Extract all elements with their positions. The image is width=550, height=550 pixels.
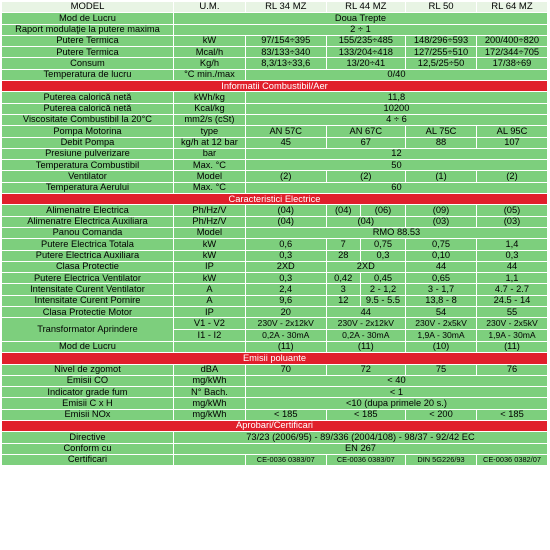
cell-rl64: 200/400÷820 — [476, 35, 547, 46]
cell-rl44-a: 3 — [326, 284, 360, 295]
cell-rl64: 55 — [476, 307, 547, 318]
row-unit: kW — [173, 273, 245, 284]
cell-rl44: 67 — [326, 137, 406, 148]
row-label: Ventilator — [2, 171, 174, 182]
cell-rl44: 44 — [326, 307, 406, 318]
cell-rl34: 0,3 — [245, 273, 326, 284]
table-row — [2, 284, 548, 295]
cell-rl64: (11) — [476, 341, 547, 352]
row-label: Clasa Protectie Motor — [2, 307, 174, 318]
cell-rl64: 44 — [476, 261, 547, 272]
table-row — [2, 103, 548, 114]
cell-rl44: 72 — [326, 364, 406, 375]
row-unit: Kcal/kg — [173, 103, 245, 114]
row-value: 50 — [245, 160, 547, 171]
cell-rl44-a: 28 — [326, 250, 360, 261]
header-rl34: RL 34 MZ — [245, 2, 326, 13]
cell-rl50: 12,5/25÷50 — [406, 58, 477, 69]
row-unit: Model — [173, 227, 245, 238]
cell-rl44: (2) — [326, 171, 406, 182]
row-unit: Max. °C — [173, 160, 245, 171]
row-label: Putere Electrica Totala — [2, 239, 174, 250]
cell-rl34: 0,3 — [245, 250, 326, 261]
cell-rl44-b: 0,3 — [360, 250, 405, 261]
row-unit: Mcal/h — [173, 47, 245, 58]
table-row — [2, 454, 548, 465]
cell-rl44-a: 7 — [326, 239, 360, 250]
row-value: 0/40 — [245, 69, 547, 80]
row-value: 2 ÷ 1 — [173, 24, 547, 35]
row-label: Presiune pulverizare — [2, 148, 174, 159]
cell-rl44: 13/20÷41 — [326, 58, 406, 69]
row-label: Putere Electrica Auxiliara — [2, 250, 174, 261]
row-unit: IP — [173, 307, 245, 318]
cell-rl44: 2XD — [326, 261, 406, 272]
row-unit: IP — [173, 261, 245, 272]
row-value: <10 (dupa primele 20 s.) — [245, 398, 547, 409]
row-unit: dBA — [173, 364, 245, 375]
row-label: Intensitate Curent Ventilator — [2, 284, 174, 295]
row-unit: kW — [173, 35, 245, 46]
section-title: Aprobari/Certificari — [2, 420, 548, 431]
section-header — [2, 420, 548, 431]
row-unit: kg/h at 12 bar — [173, 137, 245, 148]
row-label: Raport modulaţie la putere maxima — [2, 24, 174, 35]
row-value: 4 ÷ 6 — [245, 114, 547, 125]
cell-rl50: 44 — [406, 261, 477, 272]
table-row — [2, 114, 548, 125]
header-um: U.M. — [173, 2, 245, 13]
row-value: Doua Trepte — [173, 13, 547, 24]
row-label: Consum — [2, 58, 174, 69]
cell-rl64: 1,1 — [476, 273, 547, 284]
table-row — [2, 126, 548, 137]
section-title: Caracteristici Electrice — [2, 194, 548, 205]
cell-rl44-b: (06) — [360, 205, 405, 216]
table-row — [2, 341, 548, 352]
row-label: Intensitate Curent Pornire — [2, 295, 174, 306]
section-header — [2, 194, 548, 205]
table-row — [2, 307, 548, 318]
section-header — [2, 81, 548, 92]
cell-rl64: 24.5 - 14 — [476, 295, 547, 306]
cell-rl50: 0,10 — [406, 250, 477, 261]
row-unit: kWh/kg — [173, 92, 245, 103]
table-row — [2, 375, 548, 386]
row-label: Mod de Lucru — [2, 341, 174, 352]
cell-rl50: 0,75 — [406, 239, 477, 250]
row-unit: mg/kWh — [173, 409, 245, 420]
row-unit — [173, 341, 245, 352]
cell-rl44: (11) — [326, 341, 406, 352]
row-value: < 1 — [245, 387, 547, 398]
row-label: Nivel de zgomot — [2, 364, 174, 375]
cell-rl34: 45 — [245, 137, 326, 148]
row-value: 60 — [245, 182, 547, 193]
table-row — [2, 318, 548, 330]
row-label: Indicator grade fum — [2, 387, 174, 398]
table-row — [2, 227, 548, 238]
row-value: 12 — [245, 148, 547, 159]
table-row — [2, 69, 548, 80]
row-label: Debit Pompa — [2, 137, 174, 148]
row-label: Temperatura Aerului — [2, 182, 174, 193]
section-title: Informatii Combustibil/Aer — [2, 81, 548, 92]
row-label: Emisii NOx — [2, 409, 174, 420]
row-unit: I1 - I2 — [173, 330, 245, 342]
cell-rl44-b: 2 - 1,2 — [360, 284, 405, 295]
cell-rl50: 127/255÷510 — [406, 47, 477, 58]
cell-rl44: (04) — [326, 216, 406, 227]
row-label: Mod de Lucru — [2, 13, 174, 24]
row-unit: Max. °C — [173, 182, 245, 193]
row-label: Clasa Protectie — [2, 261, 174, 272]
cell-rl34: (04) — [245, 216, 326, 227]
cell-rl44: 0,2A - 30mA — [326, 330, 406, 342]
table-row — [2, 387, 548, 398]
header-rl50: RL 50 — [406, 2, 477, 13]
row-label: Pompa Motorina — [2, 126, 174, 137]
row-label: Alimenatre Electrica — [2, 205, 174, 216]
row-label: Certificari — [2, 454, 174, 465]
cell-rl64: 76 — [476, 364, 547, 375]
cell-rl50: 13,8 - 8 — [406, 295, 477, 306]
table-row — [2, 137, 548, 148]
row-value: EN 267 — [173, 443, 547, 454]
cell-rl50: 1,9A - 30mA — [406, 330, 477, 342]
cell-rl64: 17/38÷69 — [476, 58, 547, 69]
cell-rl50: 88 — [406, 137, 477, 148]
row-unit: Ph/Hz/V — [173, 216, 245, 227]
row-unit: °C min./max — [173, 69, 245, 80]
cell-rl64: CE-0036 0382/07 — [476, 454, 547, 465]
table-row — [2, 148, 548, 159]
cell-rl44: 230V - 2x12kV — [326, 318, 406, 330]
cell-rl44-b: 0,75 — [360, 239, 405, 250]
row-label: Viscositate Combustibil la 20°C — [2, 114, 174, 125]
cell-rl34: 8,3/13÷33,6 — [245, 58, 326, 69]
cell-rl34: AN 57C — [245, 126, 326, 137]
cell-rl34: CE-0036 0383/07 — [245, 454, 326, 465]
cell-rl50: < 200 — [406, 409, 477, 420]
row-unit: type — [173, 126, 245, 137]
cell-rl64: (05) — [476, 205, 547, 216]
row-unit: kW — [173, 239, 245, 250]
row-unit: bar — [173, 148, 245, 159]
cell-rl50: 54 — [406, 307, 477, 318]
row-unit: A — [173, 295, 245, 306]
cell-rl34: (2) — [245, 171, 326, 182]
row-label: Putere Termica — [2, 47, 174, 58]
row-unit: mg/kWh — [173, 398, 245, 409]
row-value: 10200 — [245, 103, 547, 114]
row-label: Emisii C x H — [2, 398, 174, 409]
cell-rl34: 0,2A - 30mA — [245, 330, 326, 342]
row-value: 11,8 — [245, 92, 547, 103]
row-label: Putere Electrica Ventilator — [2, 273, 174, 284]
table-row — [2, 239, 548, 250]
header-rl44: RL 44 MZ — [326, 2, 406, 13]
cell-rl50: 75 — [406, 364, 477, 375]
table-row — [2, 432, 548, 443]
cell-rl44: AN 67C — [326, 126, 406, 137]
table-row — [2, 47, 548, 58]
table-row — [2, 443, 548, 454]
cell-rl64: 0,3 — [476, 250, 547, 261]
row-label: Temperatura de lucru — [2, 69, 174, 80]
table-row — [2, 13, 548, 24]
table-row — [2, 92, 548, 103]
cell-rl64: (03) — [476, 216, 547, 227]
table-row — [2, 273, 548, 284]
cell-rl64: 172/344÷705 — [476, 47, 547, 58]
cell-rl44: < 185 — [326, 409, 406, 420]
row-label: Putere Termica — [2, 35, 174, 46]
cell-rl64: AL 95C — [476, 126, 547, 137]
row-label: Puterea calorică netă — [2, 92, 174, 103]
table-row — [2, 216, 548, 227]
cell-rl34: 2XD — [245, 261, 326, 272]
cell-rl34: (11) — [245, 341, 326, 352]
cell-rl44-a: 12 — [326, 295, 360, 306]
cell-rl50: (03) — [406, 216, 477, 227]
cell-rl64: (2) — [476, 171, 547, 182]
cell-rl44: CE-0036 0383/07 — [326, 454, 406, 465]
row-unit: Model — [173, 171, 245, 182]
cell-rl50: 0,65 — [406, 273, 477, 284]
cell-rl44: 133/204÷418 — [326, 47, 406, 58]
cell-rl50: AL 75C — [406, 126, 477, 137]
row-unit: kW — [173, 250, 245, 261]
cell-rl64: 1,4 — [476, 239, 547, 250]
table-row — [2, 171, 548, 182]
cell-rl50: 230V - 2x5kV — [406, 318, 477, 330]
row-unit: N° Bach. — [173, 387, 245, 398]
row-label: Emisii CO — [2, 375, 174, 386]
cell-rl64: 4.7 - 2.7 — [476, 284, 547, 295]
table-row — [2, 409, 548, 420]
table-row — [2, 160, 548, 171]
row-unit: mm2/s (cSt) — [173, 114, 245, 125]
cell-rl34: < 185 — [245, 409, 326, 420]
header-model: MODEL — [2, 2, 174, 13]
cell-rl34: 70 — [245, 364, 326, 375]
table-row — [2, 182, 548, 193]
cell-rl44: 155/235÷485 — [326, 35, 406, 46]
row-unit: A — [173, 284, 245, 295]
row-label: Panou Comanda — [2, 227, 174, 238]
cell-rl50: DIN 5G226/93 — [406, 454, 477, 465]
table-row — [2, 364, 548, 375]
row-label: Directive — [2, 432, 174, 443]
table-row — [2, 261, 548, 272]
row-label: Temperatura Combustibil — [2, 160, 174, 171]
cell-rl34: 230V - 2x12kV — [245, 318, 326, 330]
cell-rl34: 2,4 — [245, 284, 326, 295]
table-row — [2, 24, 548, 35]
row-unit — [173, 454, 245, 465]
cell-rl64: 230V - 2x5kV — [476, 318, 547, 330]
row-value: 73/23 (2006/95) - 89/336 (2004/108) - 98/37 - 92/42 EC — [173, 432, 547, 443]
row-label: Puterea calorică netă — [2, 103, 174, 114]
row-label: Transformator Aprindere — [2, 318, 174, 342]
cell-rl34: 97/154÷395 — [245, 35, 326, 46]
cell-rl34: 20 — [245, 307, 326, 318]
cell-rl44-a: (04) — [326, 205, 360, 216]
cell-rl64: 107 — [476, 137, 547, 148]
cell-rl50: (09) — [406, 205, 477, 216]
row-value: RMO 88.53 — [245, 227, 547, 238]
cell-rl34: 83/133÷340 — [245, 47, 326, 58]
table-row — [2, 295, 548, 306]
row-unit: Ph/Hz/V — [173, 205, 245, 216]
section-title: Emisii poluante — [2, 353, 548, 364]
cell-rl50: 148/296÷593 — [406, 35, 477, 46]
table-row — [2, 398, 548, 409]
row-value: < 40 — [245, 375, 547, 386]
cell-rl34: 0,6 — [245, 239, 326, 250]
table-row — [2, 58, 548, 69]
cell-rl50: (10) — [406, 341, 477, 352]
cell-rl34: (04) — [245, 205, 326, 216]
table-row — [2, 250, 548, 261]
cell-rl50: (1) — [406, 171, 477, 182]
cell-rl50: 3 - 1,7 — [406, 284, 477, 295]
table-row — [2, 35, 548, 46]
cell-rl34: 9,6 — [245, 295, 326, 306]
row-unit: V1 - V2 — [173, 318, 245, 330]
section-header — [2, 353, 548, 364]
header-row — [2, 2, 548, 13]
cell-rl44-b: 0,45 — [360, 273, 405, 284]
header-rl64: RL 64 MZ — [476, 2, 547, 13]
table-row — [2, 205, 548, 216]
cell-rl64: < 185 — [476, 409, 547, 420]
row-label: Conform cu — [2, 443, 174, 454]
cell-rl44-b: 9.5 - 5.5 — [360, 295, 405, 306]
cell-rl44-a: 0,42 — [326, 273, 360, 284]
row-unit: mg/kWh — [173, 375, 245, 386]
row-label: Alimenatre Electrica Auxiliara — [2, 216, 174, 227]
spec-table — [1, 1, 548, 466]
row-unit: Kg/h — [173, 58, 245, 69]
cell-rl64: 1,9A - 30mA — [476, 330, 547, 342]
